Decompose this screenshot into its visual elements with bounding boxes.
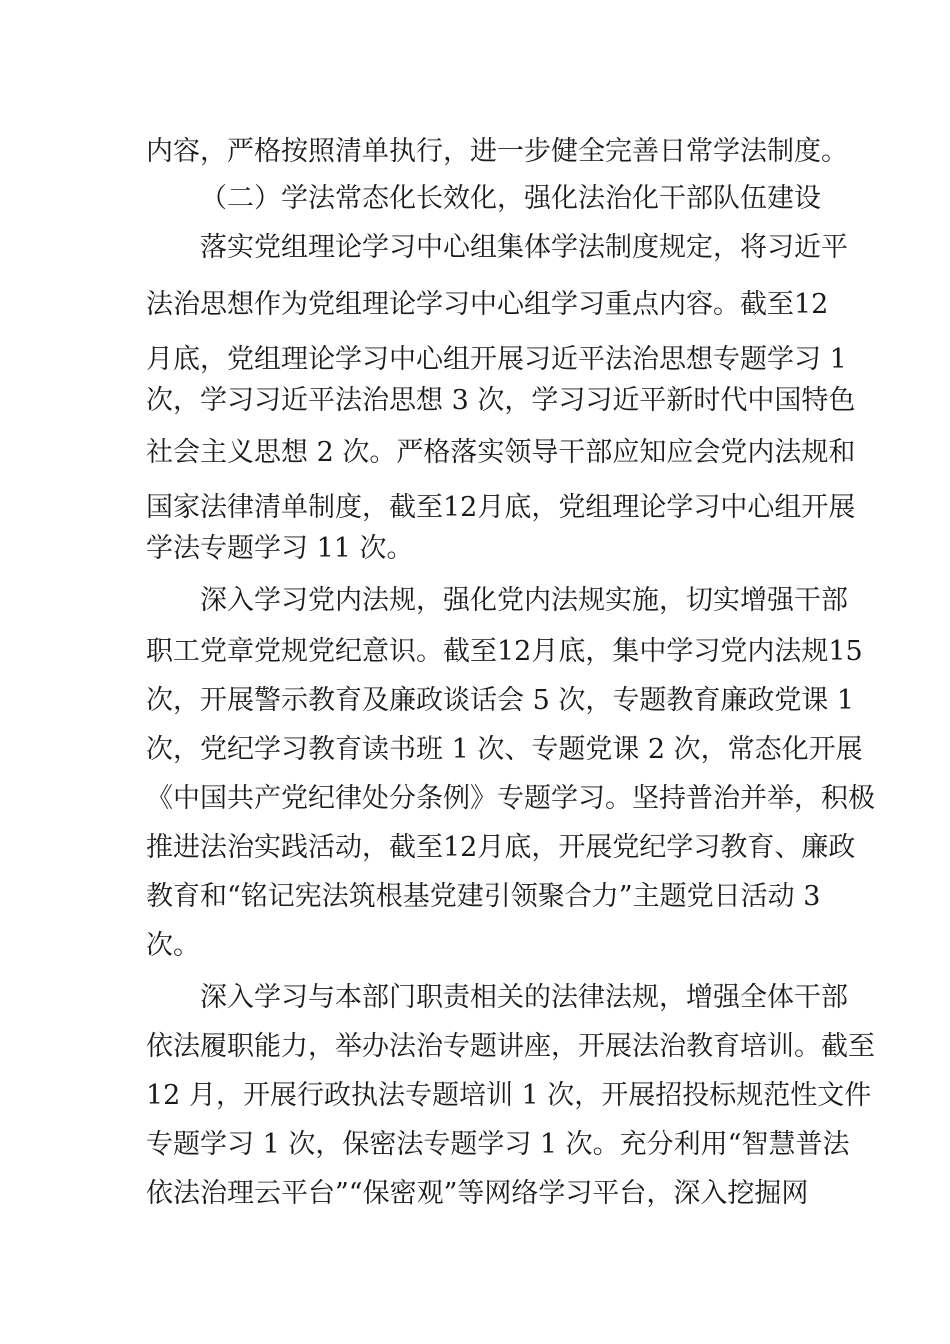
paragraph-line: 国家法律清单制度，截至12月底，党组理论学习中心组开展 (146, 492, 856, 523)
paragraph-line: 次，学习习近平法治思想 3 次，学习习近平新时代中国特色 (146, 385, 856, 416)
paragraph-line: 专题学习 1 次，保密法专题学习 1 次。充分利用“智慧普法 (146, 1129, 850, 1160)
paragraph-line: 次。 (146, 930, 200, 961)
paragraph-line: 《中国共产党纪律处分条例》专题学习。坚持普治并举，积极 (146, 783, 875, 814)
paragraph-line: 依法履职能力，举办法治专题讲座，开展法治教育培训。截至 (146, 1031, 875, 1062)
paragraph-line: 次，开展警示教育及廉政谈话会 5 次，专题教育廉政党课 1 (146, 685, 855, 716)
paragraph-line: 教育和“铭记宪法筑根基党建引领聚合力”主题党日活动 3 (146, 881, 821, 912)
paragraph-line: 法治思想作为党组理论学习中心组学习重点内容。截至12 (146, 289, 829, 320)
paragraph-line: 社会主义思想 2 次。严格落实领导干部应知应会党内法规和 (146, 437, 856, 468)
paragraph-line: 内容，严格按照清单执行，进一步健全完善日常学法制度。 (146, 136, 848, 167)
paragraph-line: 职工党章党规党纪意识。截至12月底，集中学习党内法规15 (146, 636, 863, 667)
paragraph-line: 次，党纪学习教育读书班 1 次、专题党课 2 次，常态化开展 (146, 734, 863, 765)
paragraph-line: 落实党组理论学习中心组集体学法制度规定，将习近平 (200, 232, 848, 263)
paragraph-line: 学法专题学习 11 次。 (146, 533, 414, 564)
paragraph-line: 12 月，开展行政执法专题培训 1 次，开展招投标规范性文件 (146, 1080, 872, 1111)
section-heading: （二）学法常态化长效化，强化法治化干部队伍建设 (200, 183, 821, 214)
paragraph-line: 依法治理云平台”“保密观”等网络学习平台，深入挖掘网 (146, 1178, 809, 1209)
paragraph-line: 推进法治实践活动，截至12月底，开展党纪学习教育、廉政 (146, 832, 856, 863)
paragraph-line: 月底，党组理论学习中心组开展习近平法治思想专题学习 1 (146, 344, 847, 375)
paragraph-line: 深入学习党内法规，强化党内法规实施，切实增强干部 (200, 585, 848, 616)
paragraph-line: 深入学习与本部门职责相关的法律法规，增强全体干部 (200, 982, 848, 1013)
